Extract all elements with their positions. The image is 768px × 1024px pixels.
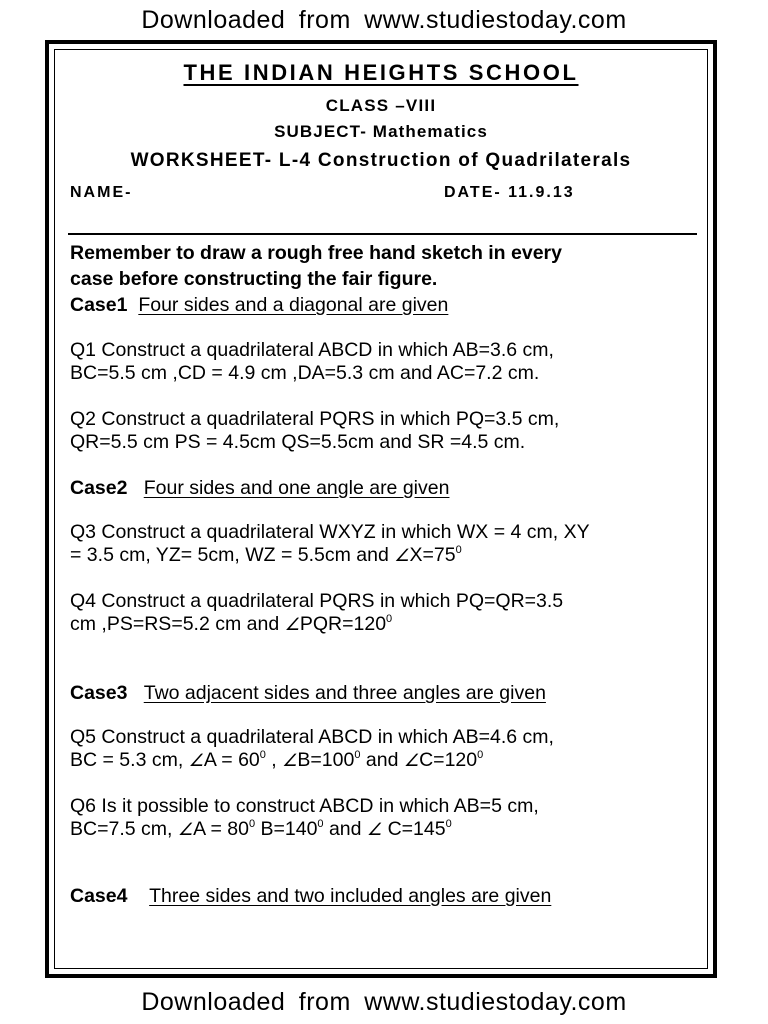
- header-divider: [68, 233, 697, 235]
- degree-mark: 0: [445, 818, 452, 830]
- school-title: THE INDIAN HEIGHTS SCHOOL: [183, 60, 579, 85]
- case-2-heading: [70, 477, 449, 500]
- case-label: Case4: [70, 885, 128, 907]
- case-4-heading: [70, 885, 551, 908]
- case-label: Case2: [70, 477, 128, 499]
- question-6-line-1: Q6 Is it possible to construct ABCD in which AB=5 cm,: [70, 795, 539, 817]
- angle-icon: ∠: [188, 751, 204, 770]
- name-label: NAME-: [70, 184, 133, 201]
- degree-mark: 0: [455, 544, 462, 556]
- question-2-line-1: Q2 Construct a quadrilateral PQRS in which PQ=3.5 cm,: [70, 408, 560, 430]
- case-title: Three sides and two included angles are given: [149, 885, 552, 907]
- angle-icon: ∠: [403, 751, 420, 770]
- degree-mark: 0: [248, 818, 256, 830]
- question-2-line-2: QR=5.5 cm PS = 4.5cm QS=5.5cm and SR =4.5 cm.: [70, 431, 526, 453]
- angle-icon: ∠: [284, 615, 300, 634]
- question-1-line-1: Q1 Construct a quadrilateral ABCD in which AB=3.6 cm,: [70, 339, 554, 361]
- case-1-heading: [70, 294, 448, 317]
- case-title: Four sides and a diagonal are given: [138, 294, 449, 316]
- download-banner-top: Downloaded from www.studiestoday.com: [141, 6, 627, 34]
- angle-icon: ∠: [177, 820, 194, 839]
- case-label: Case1: [70, 294, 128, 316]
- angle-icon: ∠: [282, 751, 298, 770]
- case-title: Four sides and one angle are given: [143, 477, 450, 499]
- degree-mark: 0: [477, 749, 484, 761]
- subject-label: SUBJECT- Mathematics: [274, 122, 488, 141]
- download-banner-bottom: Downloaded from www.studiestoday.com: [141, 988, 627, 1016]
- date-label: DATE- 11.9.13: [444, 184, 575, 201]
- case-title: Two adjacent sides and three angles are given: [143, 682, 546, 704]
- degree-mark: 0: [354, 749, 361, 761]
- instruction-line-1: Remember to draw a rough free hand sketch in every: [70, 242, 562, 264]
- degree-mark: 0: [259, 749, 266, 761]
- question-4-line-2: cm ,PS=RS=5.2 cm and $\angle PQR=120^0$: [70, 613, 393, 635]
- question-5-line-2: BC = 5.3 cm, ∠A = $60^0$ , $\angle B=100^0$ and $\angle C=120^0$: [70, 749, 484, 771]
- degree-mark: 0: [317, 818, 324, 830]
- question-5-line-1: Q5 Construct a quadrilateral ABCD in which AB=4.6 cm,: [70, 726, 554, 748]
- angle-icon: ∠: [366, 820, 383, 839]
- worksheet-title: WORKSHEET- L-4 Construction of Quadrilaterals: [130, 150, 632, 171]
- case-3-heading: [70, 682, 546, 705]
- case-label: Case3: [70, 682, 128, 704]
- instruction-line-2: case before constructing the fair figure.: [70, 268, 438, 290]
- degree-mark: 0: [386, 613, 393, 625]
- angle-icon: ∠: [394, 546, 410, 565]
- question-1-line-2: BC=5.5 cm ,CD = 4.9 cm ,DA=5.3 cm and AC=7.2 cm.: [70, 362, 540, 384]
- class-label: CLASS –VIII: [325, 96, 437, 115]
- question-4-line-1: Q4 Construct a quadrilateral PQRS in which PQ=QR=3.5: [70, 590, 564, 612]
- question-3-line-2: = 3.5 cm, YZ= 5cm, WZ = 5.5cm and $\angle X=75^0$: [70, 544, 462, 566]
- question-6-line-2: BC=7.5 cm, ∠A = $80^0$ $B=140^0$ and ∠ $C=145^0$: [70, 818, 452, 840]
- question-3-line-1: Q3 Construct a quadrilateral WXYZ in which WX = 4 cm, XY: [70, 521, 590, 543]
